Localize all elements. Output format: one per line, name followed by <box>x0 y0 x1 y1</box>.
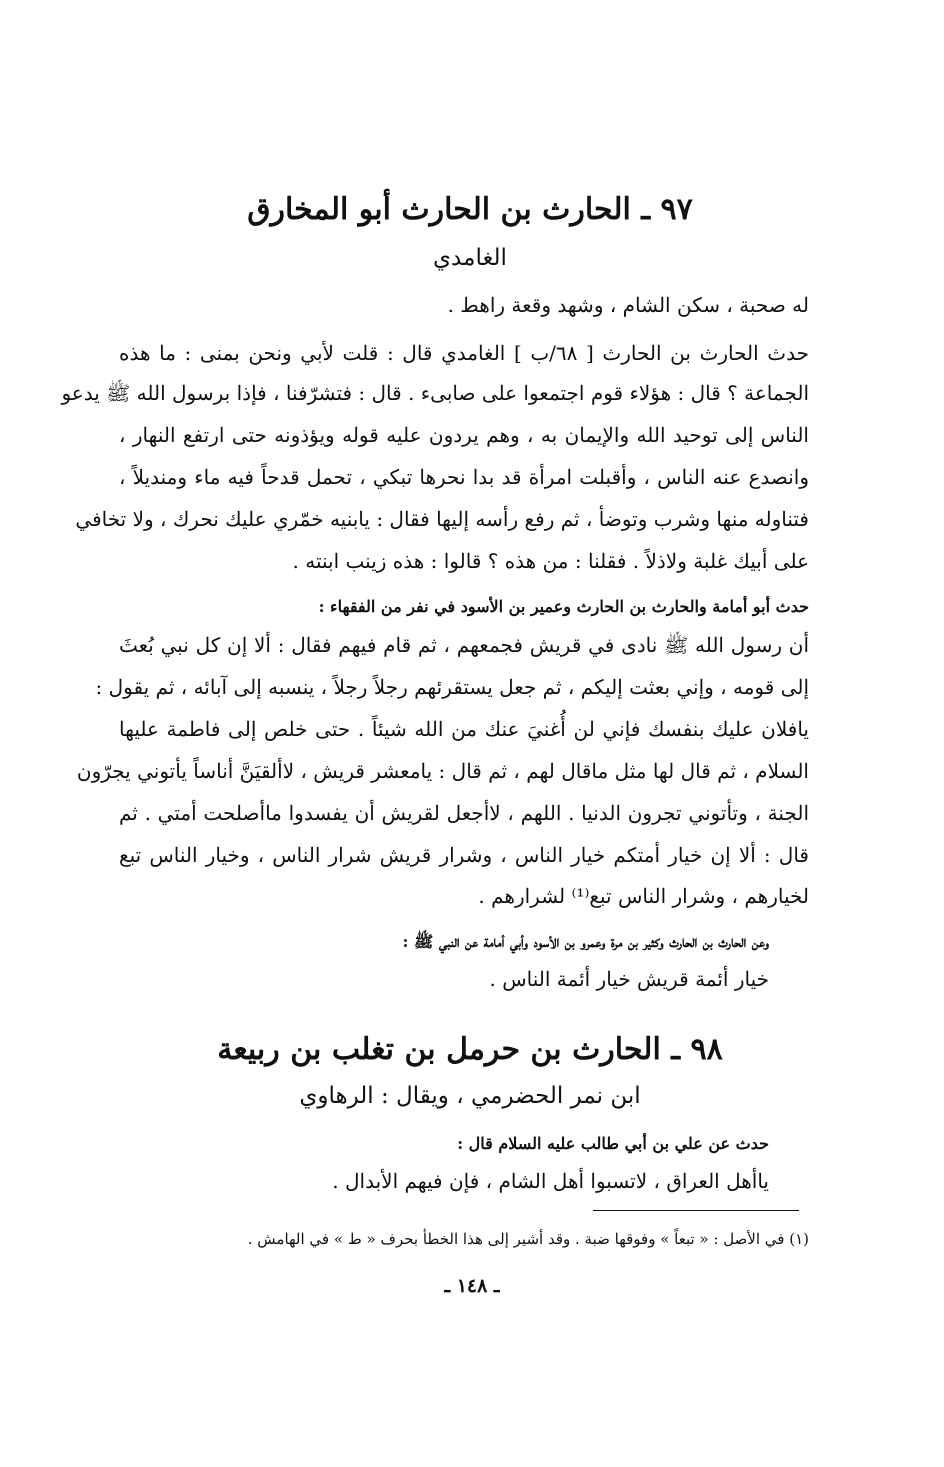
entry-97-hadith-2: خيار أئمة قريش خيار أئمة الناس . <box>489 967 769 991</box>
entry-97-isnad-2: وعن الحارث بن الحارث وكثير بن مرة وعمرو بن الأسود وأبي أمامة عن النبي ﷺ : <box>402 932 769 951</box>
entry-97-subtitle: الغامدي <box>433 245 507 271</box>
footnote: (١) في الأصل : « تبعاً » وفوقها ضبة . وقد أشير إلى هذا الخطأ بحرف « ط » في الهامش . <box>247 1230 809 1248</box>
entry-97-title: ٩٧ ـ الحارث بن الحارث أبو المخارق <box>247 192 693 227</box>
entry-97-line-7: على أبيك غلبة ولاذلاً . فقلنا : من هذه ؟ قالوا : هذه زينب ابنته . <box>292 549 809 573</box>
footnote-divider <box>593 1210 799 1211</box>
entry-97-hadith-1-line-5: الجنة ، وتأتوني تجرون الدنيا . اللهم ، لاأجعل لقريش أن يفسدوا ماأصلحت أمتي . ثم <box>119 801 809 825</box>
entry-97-hadith-1-line-2: إلى قومه ، وإني بعثت إليكم ، ثم جعل يستقرئهم رجلاً رجلاً ، ينسبه إلى آبائه ، ثم يقول : <box>95 675 809 699</box>
entry-98-isnad-1: حدث عن علي بن أبي طالب عليه السلام قال : <box>457 1134 769 1153</box>
entry-97-line-5: وانصدع عنه الناس ، وأقبلت امرأة قد بدا نحرها تبكي ، تحمل قدحاً فيه ماء ومنديلاً ، <box>119 465 809 489</box>
entry-97-line-3: الجماعة ؟ قال : هؤلاء قوم اجتمعوا على صابىء . قال : فتشرّفنا ، فإذا برسول الله ﷺ يدعو <box>61 381 809 405</box>
entry-97-line-1: له صحبة ، سكن الشام ، وشهد وقعة راهط . <box>447 293 809 317</box>
entry-97-hadith-1-line-1: أن رسول الله ﷺ نادى في قريش فجمعهم ، ثم قام فيهم فقال : ألا إن كل نبي بُعثَ <box>119 633 809 657</box>
entry-97-line-4: الناس إلى توحيد الله والإيمان به ، وهم يردون عليه قوله ويؤذونه حتى ارتفع النهار ، <box>119 423 809 447</box>
entry-97-hadith-1-line-6: قال : ألا إن خيار أمتكم خيار الناس ، وشرار قريش شرار الناس ، وخيار الناس تبع <box>119 843 809 867</box>
entry-98-subtitle: ابن نمر الحضرمي ، ويقال : الرهاوي <box>299 1083 641 1109</box>
page-number: ـ ١٤٨ ـ <box>444 1275 500 1297</box>
entry-98-hadith-1: ياأهل العراق ، لاتسبوا أهل الشام ، فإن فيهم الأبدال . <box>332 1169 769 1193</box>
entry-97-line-6: فتناوله منها وشرب وتوضأ ، ثم رفع رأسه إليها فقال : يابنيه خمّري عليك نحرك ، ولا تخافي <box>75 507 809 531</box>
entry-97-hadith-1-line-4: السلام ، ثم قال لها مثل ماقال لهم ، ثم قال : يامعشر قريش ، لاألقيَنَّ أناساً يأتوني يجرّون <box>76 759 809 783</box>
entry-97-isnad-1: حدث أبو أمامة والحارث بن الحارث وعمير بن الأسود في نفر من الفقهاء : <box>318 597 809 616</box>
entry-98-title: ٩٨ ـ الحارث بن حرمل بن تغلب بن ربيعة <box>217 1032 723 1067</box>
entry-97-line-2: حدث الحارث بن الحارث [ ٦٨/ب ] الغامدي قال : قلت لأبي ونحن بمنى : ما هذه <box>119 341 809 365</box>
entry-97-hadith-1-line-7: لخيارهم ، وشرار الناس تبع⁽¹⁾ لشرارهم . <box>478 884 809 908</box>
entry-97-hadith-1-line-3: يافلان عليك بنفسك فإني لن أُغنيَ عنك من الله شيئاً . حتى خلص إلى فاطمة عليها <box>119 717 809 741</box>
